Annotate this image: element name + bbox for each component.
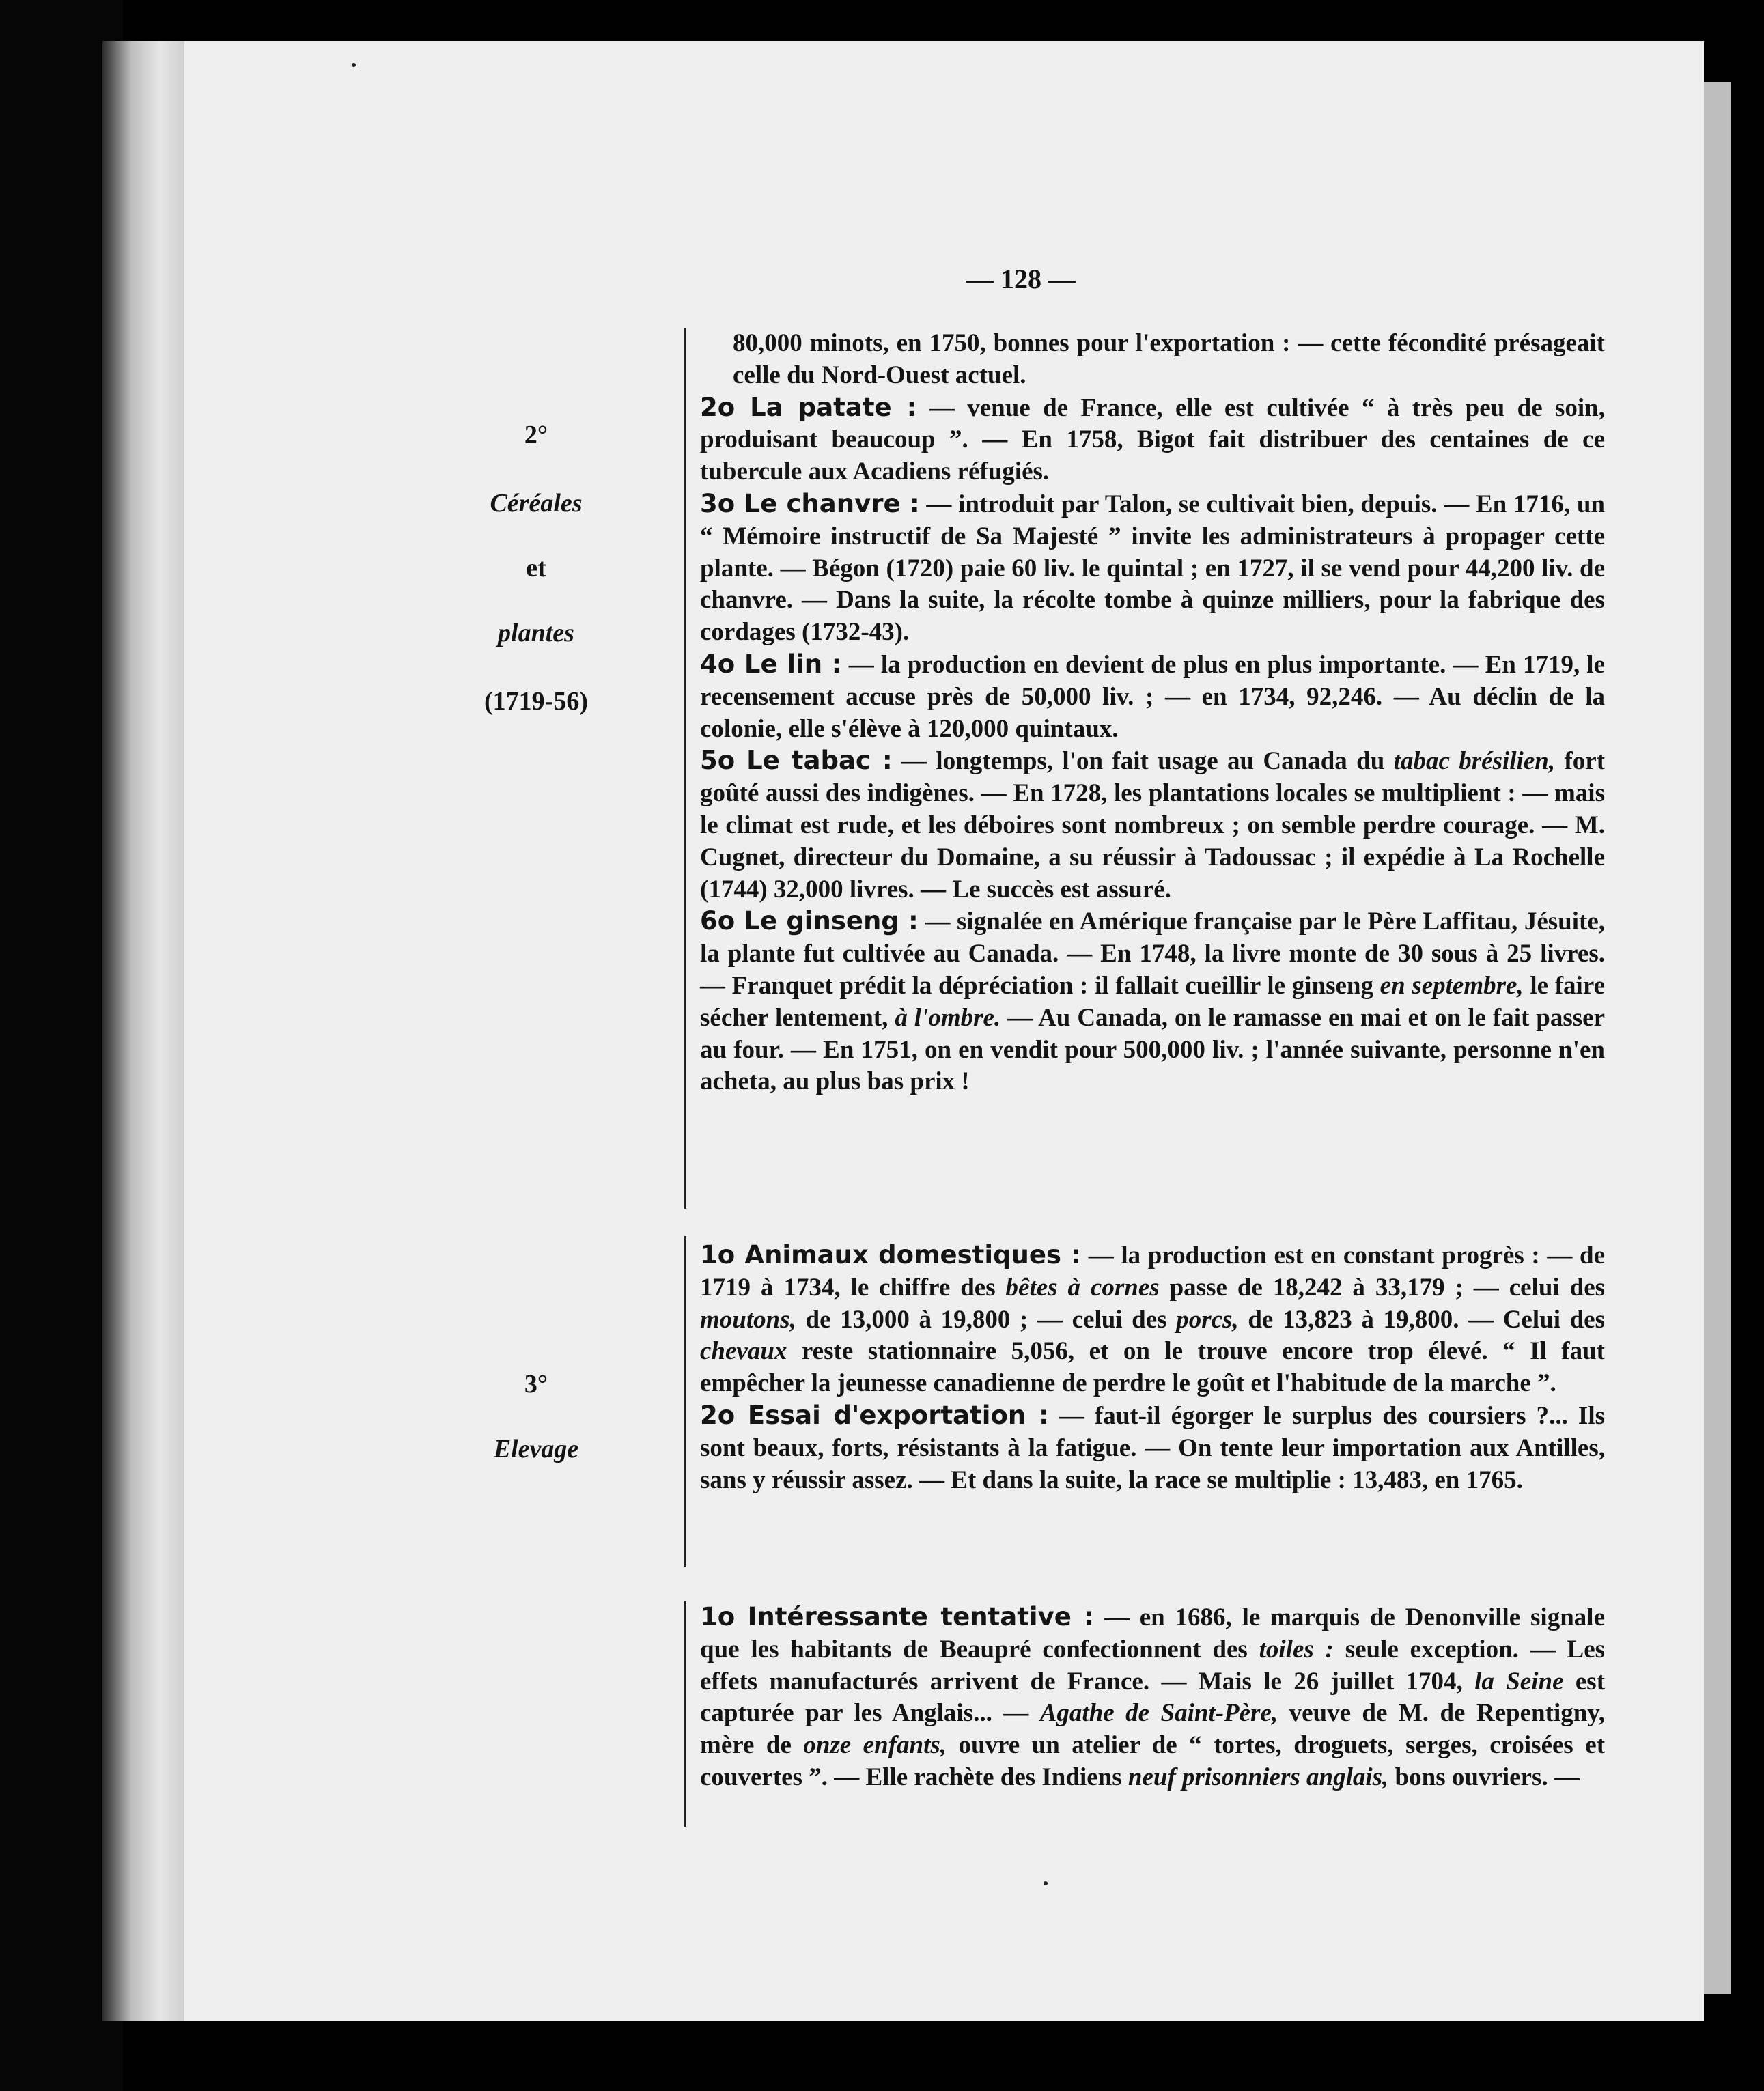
continuation-paragraph: 80,000 minots, en 1750, bonnes pour l'exportation : — cette fécondité présageait celle du Nord-Ouest actuel. xyxy=(733,329,1605,389)
book-spine xyxy=(102,41,184,2021)
section-numeral-elevage: 3° xyxy=(524,1370,548,1399)
list-item: 2o Essai d'exportation : — faut-il égorger le surplus des coursiers ?... Ils sont beaux, forts, résistants à la fatigue. — On tente leur importation aux Antilles, sans y réussir assez. — Et dans la suite, la race se multiplie : 13,483, en 1765. xyxy=(700,1400,1605,1494)
section-dates: (1719-56) xyxy=(484,687,588,716)
section-title-elevage: Elevage xyxy=(493,1435,579,1463)
section-brace xyxy=(684,1601,686,1827)
list-item: 1o Animaux domestiques : — la production est en constant progrès : — de 1719 à 1734, le chiffre des bêtes à cornes passe de 18,242 à 33,179 ; — celui des moutons, de 13,000 à 19,800 ; — celui des porcs, de 13,823 à 19,800. — Celui des chevaux reste stationnaire 5,056, et on le trouve encore trop élevé. “ Il faut empêcher la jeunesse canadienne de perdre le goût et l'habitude de la marche ”. xyxy=(700,1240,1606,1398)
section-cereales-text xyxy=(700,328,1605,1098)
section-title-cereales: Céréales xyxy=(490,489,583,518)
section-manufactures-text xyxy=(700,1601,1605,1794)
page-number: — 128 — xyxy=(966,264,1076,294)
section-elevage-text xyxy=(700,1239,1605,1496)
list-item: 3o Le chanvre : — introduit par Talon, se cultivait bien, depuis. — En 1716, un “ Mémoire instructif de Sa Majesté ” invite les administrateurs à propager cette plante. — Bégon (1720) paie 60 liv. le quintal ; en 1727, il se vend pour 44,200 liv. de chanvre. — Dans la suite, la récolte tombe à quinze milliers, pour la fabrique des cordages (1732-43). xyxy=(700,488,1605,647)
list-item: 2o La patate : — venue de France, elle est cultivée “ à très peu de soin, produisant beaucoup ”. — En 1758, Bigot fait distribuer des centaines de ce tubercule aux Acadiens réfugiés. xyxy=(700,392,1606,486)
scan-speck xyxy=(1044,1881,1048,1885)
next-page-edge xyxy=(1704,82,1731,1994)
section-title-plantes: plantes xyxy=(498,619,574,647)
list-item: 1o Intéressante tentative : — en 1686, le marquis de Denonville signale que les habitants de Beaupré confectionnent des toiles : seule exception. — Les effets manufacturés arrivent de France. — Mais le 26 juillet 1704, la Seine est capturée par les Anglais... — Agathe de Saint-Père, veuve de M. de Repentigny, mère de onze enfants, ouvre un atelier de “ tortes, droguets, serges, croisées et couvertes ”. — Elle rachète des Indiens neuf prisonniers anglais, bons ouvriers. — xyxy=(700,1602,1606,1791)
list-item: 5o Le tabac : — longtemps, l'on fait usage au Canada du tabac brésilien, fort goûté aussi des indigènes. — En 1728, les plantations locales se multiplient : — mais le climat est rude, et les déboires sont nombreux ; on semble perdre courage. — M. Cugnet, directeur du Domaine, a su réussir à Tadoussac ; il expédie à La Rochelle (1744) 32,000 livres. — Le succès est assuré. xyxy=(700,746,1606,903)
scan-speck xyxy=(352,63,356,67)
list-item: 6o Le ginseng : — signalée en Amérique française par le Père Laffitau, Jésuite, la plante fut cultivée au Canada. — En 1748, la livre monte de 30 sous à 25 livres. — Franquet prédit la dépréciation : il fallait cueillir le ginseng en septembre, le faire sécher lentement, à l'ombre. — Au Canada, on le ramasse en mai et on le fait passer au four. — En 1751, on en vendit pour 500,000 liv. ; l'année suivante, personne n'en acheta, au plus bas prix ! xyxy=(700,906,1606,1096)
section-brace xyxy=(684,1236,686,1567)
section-numeral-cereales: 2° xyxy=(524,421,548,449)
list-item: 4o Le lin : — la production en devient de plus en plus importante. — En 1719, le recensement accuse près de 50,000 liv. ; — en 1734, 92,246. — Au déclin de la colonie, elle s'élève à 120,000 quintaux. xyxy=(700,649,1606,743)
section-title-et: et xyxy=(526,554,546,583)
section-brace xyxy=(684,328,686,1209)
